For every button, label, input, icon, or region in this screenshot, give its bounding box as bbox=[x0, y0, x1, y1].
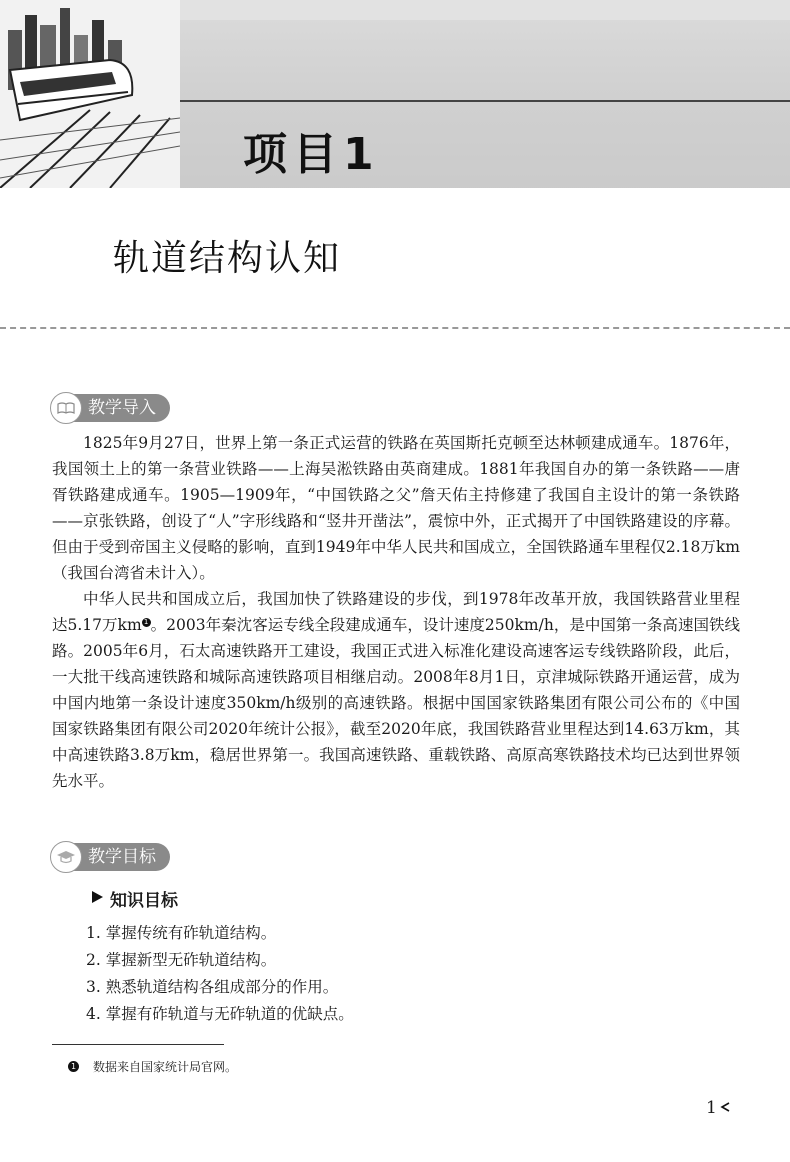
footnote-marker-icon: 1 bbox=[142, 618, 151, 627]
teaching-intro-label: 教学导入 bbox=[72, 394, 170, 422]
footnote-rule bbox=[52, 1044, 224, 1045]
page-number-value: 1 bbox=[706, 1098, 717, 1118]
intro-paragraph-2 bbox=[52, 586, 740, 794]
intro-paragraph-2a: 中华人民共和国成立后，我国加快了铁路建设的步伐，到1978年改革开放，我国铁路营业里程达5.17万km bbox=[52, 590, 740, 634]
footnote bbox=[68, 1058, 237, 1075]
header-banner bbox=[0, 0, 790, 188]
chevron-left-icon bbox=[719, 1098, 731, 1118]
knowledge-goals-heading bbox=[90, 886, 178, 911]
knowledge-goals-label: 知识目标 bbox=[110, 891, 178, 911]
knowledge-goals-list bbox=[86, 920, 354, 1028]
section-divider bbox=[0, 327, 790, 329]
graduation-cap-icon bbox=[50, 841, 82, 873]
banner-rule bbox=[180, 100, 790, 102]
intro-paragraph-1: 1825年9月27日，世界上第一条正式运营的铁路在英国斯托克顿至达林顿建成通车。1876年，我国领土上的第一条营业铁路——上海吴淞铁路由英商建成。1881年我国自办的第一条铁路——唐胥铁路建成通车。1905—1909年，“中国铁路之父”詹天佑主持修建了我国自主设计的第一条铁路——京张铁路，创设了“人”字形线路和“竖井开凿法”，震惊中外，正式揭开了中国铁路建设的序幕。但由于受到帝国主义侵略的影响，直到1949年中华人民共和国成立，全国铁路通车里程仅2.18万km（我国台湾省未计入）。 bbox=[52, 434, 740, 582]
chapter-title: 轨道结构认知 bbox=[113, 238, 342, 279]
project-title: 项目1 bbox=[243, 129, 380, 180]
intro-text bbox=[52, 430, 740, 794]
list-item: 4. 掌握有砟轨道与无砟轨道的优缺点。 bbox=[86, 1005, 354, 1023]
triangle-right-icon bbox=[90, 889, 104, 909]
footnote-number-icon: 1 bbox=[68, 1061, 79, 1072]
page-number bbox=[706, 1098, 731, 1118]
intro-paragraph-2b: 。2003年秦沈客运专线全段建成通车，设计速度250km/h，是中国第一条高速国铁线路。2005年6月，石太高速铁路开工建设，我国正式进入标准化建设高速客运专线铁路阶段，此后，一大批干线高速铁路和城际高速铁路项目相继启动。2008年8月1日，京津城际铁路开通运营，成为中国内地第一条设计速度350km/h级别的高速铁路。根据中国国家铁路集团有限公司公布的《中国国家铁路集团有限公司2020年统计公报》，截至2020年底，我国铁路营业里程达到14.63万km，其中高速铁路3.8万km，稳居世界第一。我国高速铁路、重载铁路、高原高寒铁路技术均已达到世界领先水平。 bbox=[52, 616, 740, 790]
train-illustration bbox=[0, 0, 180, 188]
book-icon bbox=[50, 392, 82, 424]
list-item: 2. 掌握新型无砟轨道结构。 bbox=[86, 951, 277, 969]
footnote-text: 数据来自国家统计局官网。 bbox=[93, 1060, 238, 1074]
teaching-goals-label: 教学目标 bbox=[72, 843, 170, 871]
teaching-intro-badge bbox=[50, 393, 170, 423]
list-item: 1. 掌握传统有砟轨道结构。 bbox=[86, 924, 277, 942]
teaching-goals-badge bbox=[50, 842, 170, 872]
list-item: 3. 熟悉轨道结构各组成部分的作用。 bbox=[86, 978, 339, 996]
